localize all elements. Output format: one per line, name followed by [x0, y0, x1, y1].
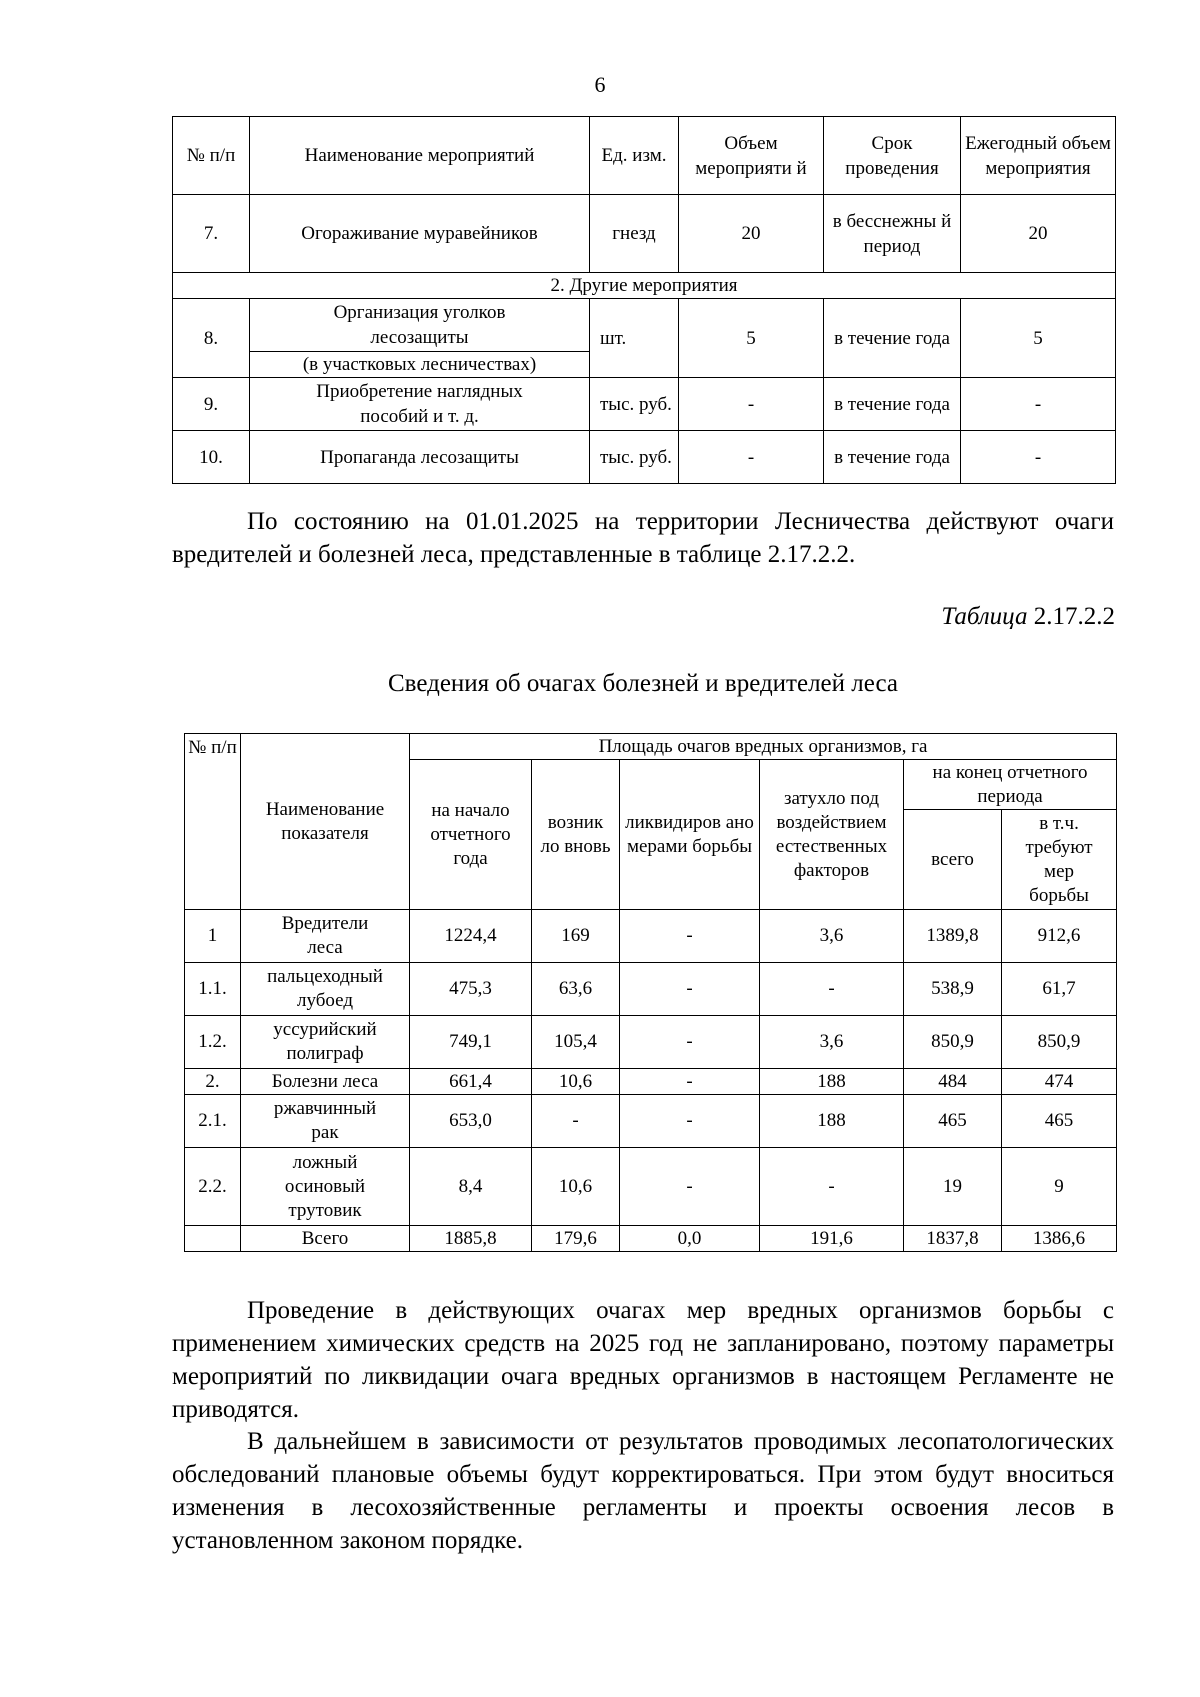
t1-header-annual: Ежегодный объем мероприятия	[961, 117, 1116, 195]
paragraph-3: В дальнейшем в зависимости от результатов проводимых лесопатологических обследований плановые объемы будут корректироваться. При этом будут вноситься изменения в лесохозяйственные регламенты и проекты освоения лесов в установленном законом порядке.	[172, 1428, 1114, 1554]
cell-liquidated: -	[620, 1148, 760, 1226]
cell-liquidated: -	[620, 1095, 760, 1148]
page-number: 6	[594, 72, 606, 97]
cell-num: 1.2.	[185, 1016, 241, 1069]
cell-new: 169	[532, 910, 620, 963]
table-row	[185, 963, 1117, 1016]
table-row	[173, 195, 1116, 273]
cell-require: 9	[1002, 1148, 1117, 1226]
table-label	[600, 603, 1115, 631]
cell-num: 1.1.	[185, 963, 241, 1016]
cell-faded: 188	[760, 1095, 904, 1148]
cell-period: в течение года	[824, 431, 961, 484]
t1-header-num: № п/п	[173, 117, 250, 195]
t1-header-volume: Объем мероприяти й	[679, 117, 824, 195]
cell-total: 1389,8	[904, 910, 1002, 963]
paragraph-2: Проведение в действующих очагах мер вредных организмов борьбы с применением химических средств на 2025 год не запланировано, поэтому параметры мероприятий по ликвидации очага вредных организмов в настоящем Регламенте не приводятся.	[172, 1297, 1114, 1423]
table-row	[185, 1148, 1117, 1226]
section-row	[173, 273, 1116, 299]
table1-header-row	[173, 117, 1116, 195]
cell-start: 661,4	[410, 1069, 532, 1095]
table2-header-row	[185, 734, 1117, 760]
cell-new: 63,6	[532, 963, 620, 1016]
cell-period: в бесснежны й период	[824, 195, 961, 273]
table-label-word: Таблица	[941, 603, 1028, 630]
cell-total: 465	[904, 1095, 1002, 1148]
cell-num: 10.	[173, 431, 250, 484]
cell-start: 749,1	[410, 1016, 532, 1069]
t1-header-period: Срок проведения	[824, 117, 961, 195]
cell-name: Болезни леса	[241, 1069, 410, 1095]
cell-require: 1386,6	[1002, 1226, 1117, 1252]
cell-name: пальцеходный лубоед	[241, 963, 410, 1016]
cell-volume: -	[679, 378, 824, 431]
cell-require: 912,6	[1002, 910, 1117, 963]
cell-require: 850,9	[1002, 1016, 1117, 1069]
t2-header-faded: затухло под воздействием естественных факторов	[760, 760, 904, 910]
cell-faded: 3,6	[760, 1016, 904, 1069]
cell-faded: 188	[760, 1069, 904, 1095]
cell-liquidated: -	[620, 963, 760, 1016]
paragraph-1: По состоянию на 01.01.2025 на территории Лесничества действуют очаги вредителей и болезней леса, представленные в таблице 2.17.2.2.	[172, 508, 1114, 568]
table-row	[185, 1016, 1117, 1069]
cell-name: Вредители леса	[241, 910, 410, 963]
cell-num: 7.	[173, 195, 250, 273]
cell-total: 850,9	[904, 1016, 1002, 1069]
table-row	[173, 299, 1116, 352]
t2-header-liquidated: ликвидиров ано мерами борьбы	[620, 760, 760, 910]
cell-new: 10,6	[532, 1148, 620, 1226]
table-row	[185, 910, 1117, 963]
cell-num: 2.	[185, 1069, 241, 1095]
cell-faded: 191,6	[760, 1226, 904, 1252]
table-row	[185, 1069, 1117, 1095]
cell-liquidated: 0,0	[620, 1226, 760, 1252]
cell-new: 105,4	[532, 1016, 620, 1069]
cell-require: 474	[1002, 1069, 1117, 1095]
cell-num: 9.	[173, 378, 250, 431]
t1-header-name: Наименование мероприятий	[250, 117, 590, 195]
t1-header-unit: Ед. изм.	[590, 117, 679, 195]
cell-name-sub: (в участковых лесничествах)	[250, 352, 590, 378]
cell-faded: -	[760, 1148, 904, 1226]
cell-start: 653,0	[410, 1095, 532, 1148]
cell-name: Организация уголков лесозащиты	[250, 299, 590, 352]
cell-num: 8.	[173, 299, 250, 378]
table-label-number: 2.17.2.2	[1027, 603, 1115, 630]
cell-liquidated: -	[620, 910, 760, 963]
table-row	[173, 378, 1116, 431]
cell-start: 475,3	[410, 963, 532, 1016]
cell-num	[185, 1226, 241, 1252]
table-total-row	[185, 1226, 1117, 1252]
t2-header-start: на начало отчетного года	[410, 760, 532, 910]
cell-num: 2.2.	[185, 1148, 241, 1226]
cell-total: 1837,8	[904, 1226, 1002, 1252]
cell-name: ржавчинный рак	[241, 1095, 410, 1148]
cell-start: 8,4	[410, 1148, 532, 1226]
cell-volume: 20	[679, 195, 824, 273]
cell-start: 1885,8	[410, 1226, 532, 1252]
cell-liquidated: -	[620, 1016, 760, 1069]
cell-num: 1	[185, 910, 241, 963]
t2-header-num: № п/п	[185, 734, 241, 910]
cell-faded: 3,6	[760, 910, 904, 963]
cell-annual: -	[961, 431, 1116, 484]
cell-total: 484	[904, 1069, 1002, 1095]
cell-volume: -	[679, 431, 824, 484]
cell-period: в течение года	[824, 378, 961, 431]
cell-annual: 20	[961, 195, 1116, 273]
t2-header-end-require: в т.ч. требуют мер борьбы	[1002, 810, 1117, 910]
cell-annual: 5	[961, 299, 1116, 378]
cell-num: 2.1.	[185, 1095, 241, 1148]
section-title: 2. Другие мероприятия	[173, 273, 1116, 299]
cell-name: Всего	[241, 1226, 410, 1252]
cell-new: -	[532, 1095, 620, 1148]
t2-header-end-group: на конец отчетного периода	[904, 760, 1117, 810]
pest-foci-table	[184, 733, 1117, 1252]
cell-name: Огораживание муравейников	[250, 195, 590, 273]
cell-annual: -	[961, 378, 1116, 431]
cell-faded: -	[760, 963, 904, 1016]
t2-header-name: Наименование показателя	[241, 734, 410, 910]
measures-table	[172, 116, 1116, 484]
cell-start: 1224,4	[410, 910, 532, 963]
cell-new: 10,6	[532, 1069, 620, 1095]
t2-header-new: возник ло вновь	[532, 760, 620, 910]
cell-liquidated: -	[620, 1069, 760, 1095]
cell-require: 465	[1002, 1095, 1117, 1148]
cell-unit: гнезд	[590, 195, 679, 273]
cell-unit: тыс. руб.	[590, 378, 679, 431]
cell-require: 61,7	[1002, 963, 1117, 1016]
cell-unit: шт.	[590, 299, 679, 378]
cell-volume: 5	[679, 299, 824, 378]
cell-name: уссурийский полиграф	[241, 1016, 410, 1069]
t2-header-end-total: всего	[904, 810, 1002, 910]
table-row	[185, 1095, 1117, 1148]
cell-unit: тыс. руб.	[590, 431, 679, 484]
cell-total: 19	[904, 1148, 1002, 1226]
table-row	[173, 431, 1116, 484]
table2-title: Сведения об очагах болезней и вредителей леса	[388, 670, 898, 697]
cell-name: ложный осиновый трутовик	[241, 1148, 410, 1226]
t2-header-area-group: Площадь очагов вредных организмов, га	[410, 734, 1117, 760]
cell-total: 538,9	[904, 963, 1002, 1016]
cell-name: Пропаганда лесозащиты	[250, 431, 590, 484]
cell-new: 179,6	[532, 1226, 620, 1252]
cell-name: Приобретение наглядных пособий и т. д.	[250, 378, 590, 431]
cell-period: в течение года	[824, 299, 961, 378]
